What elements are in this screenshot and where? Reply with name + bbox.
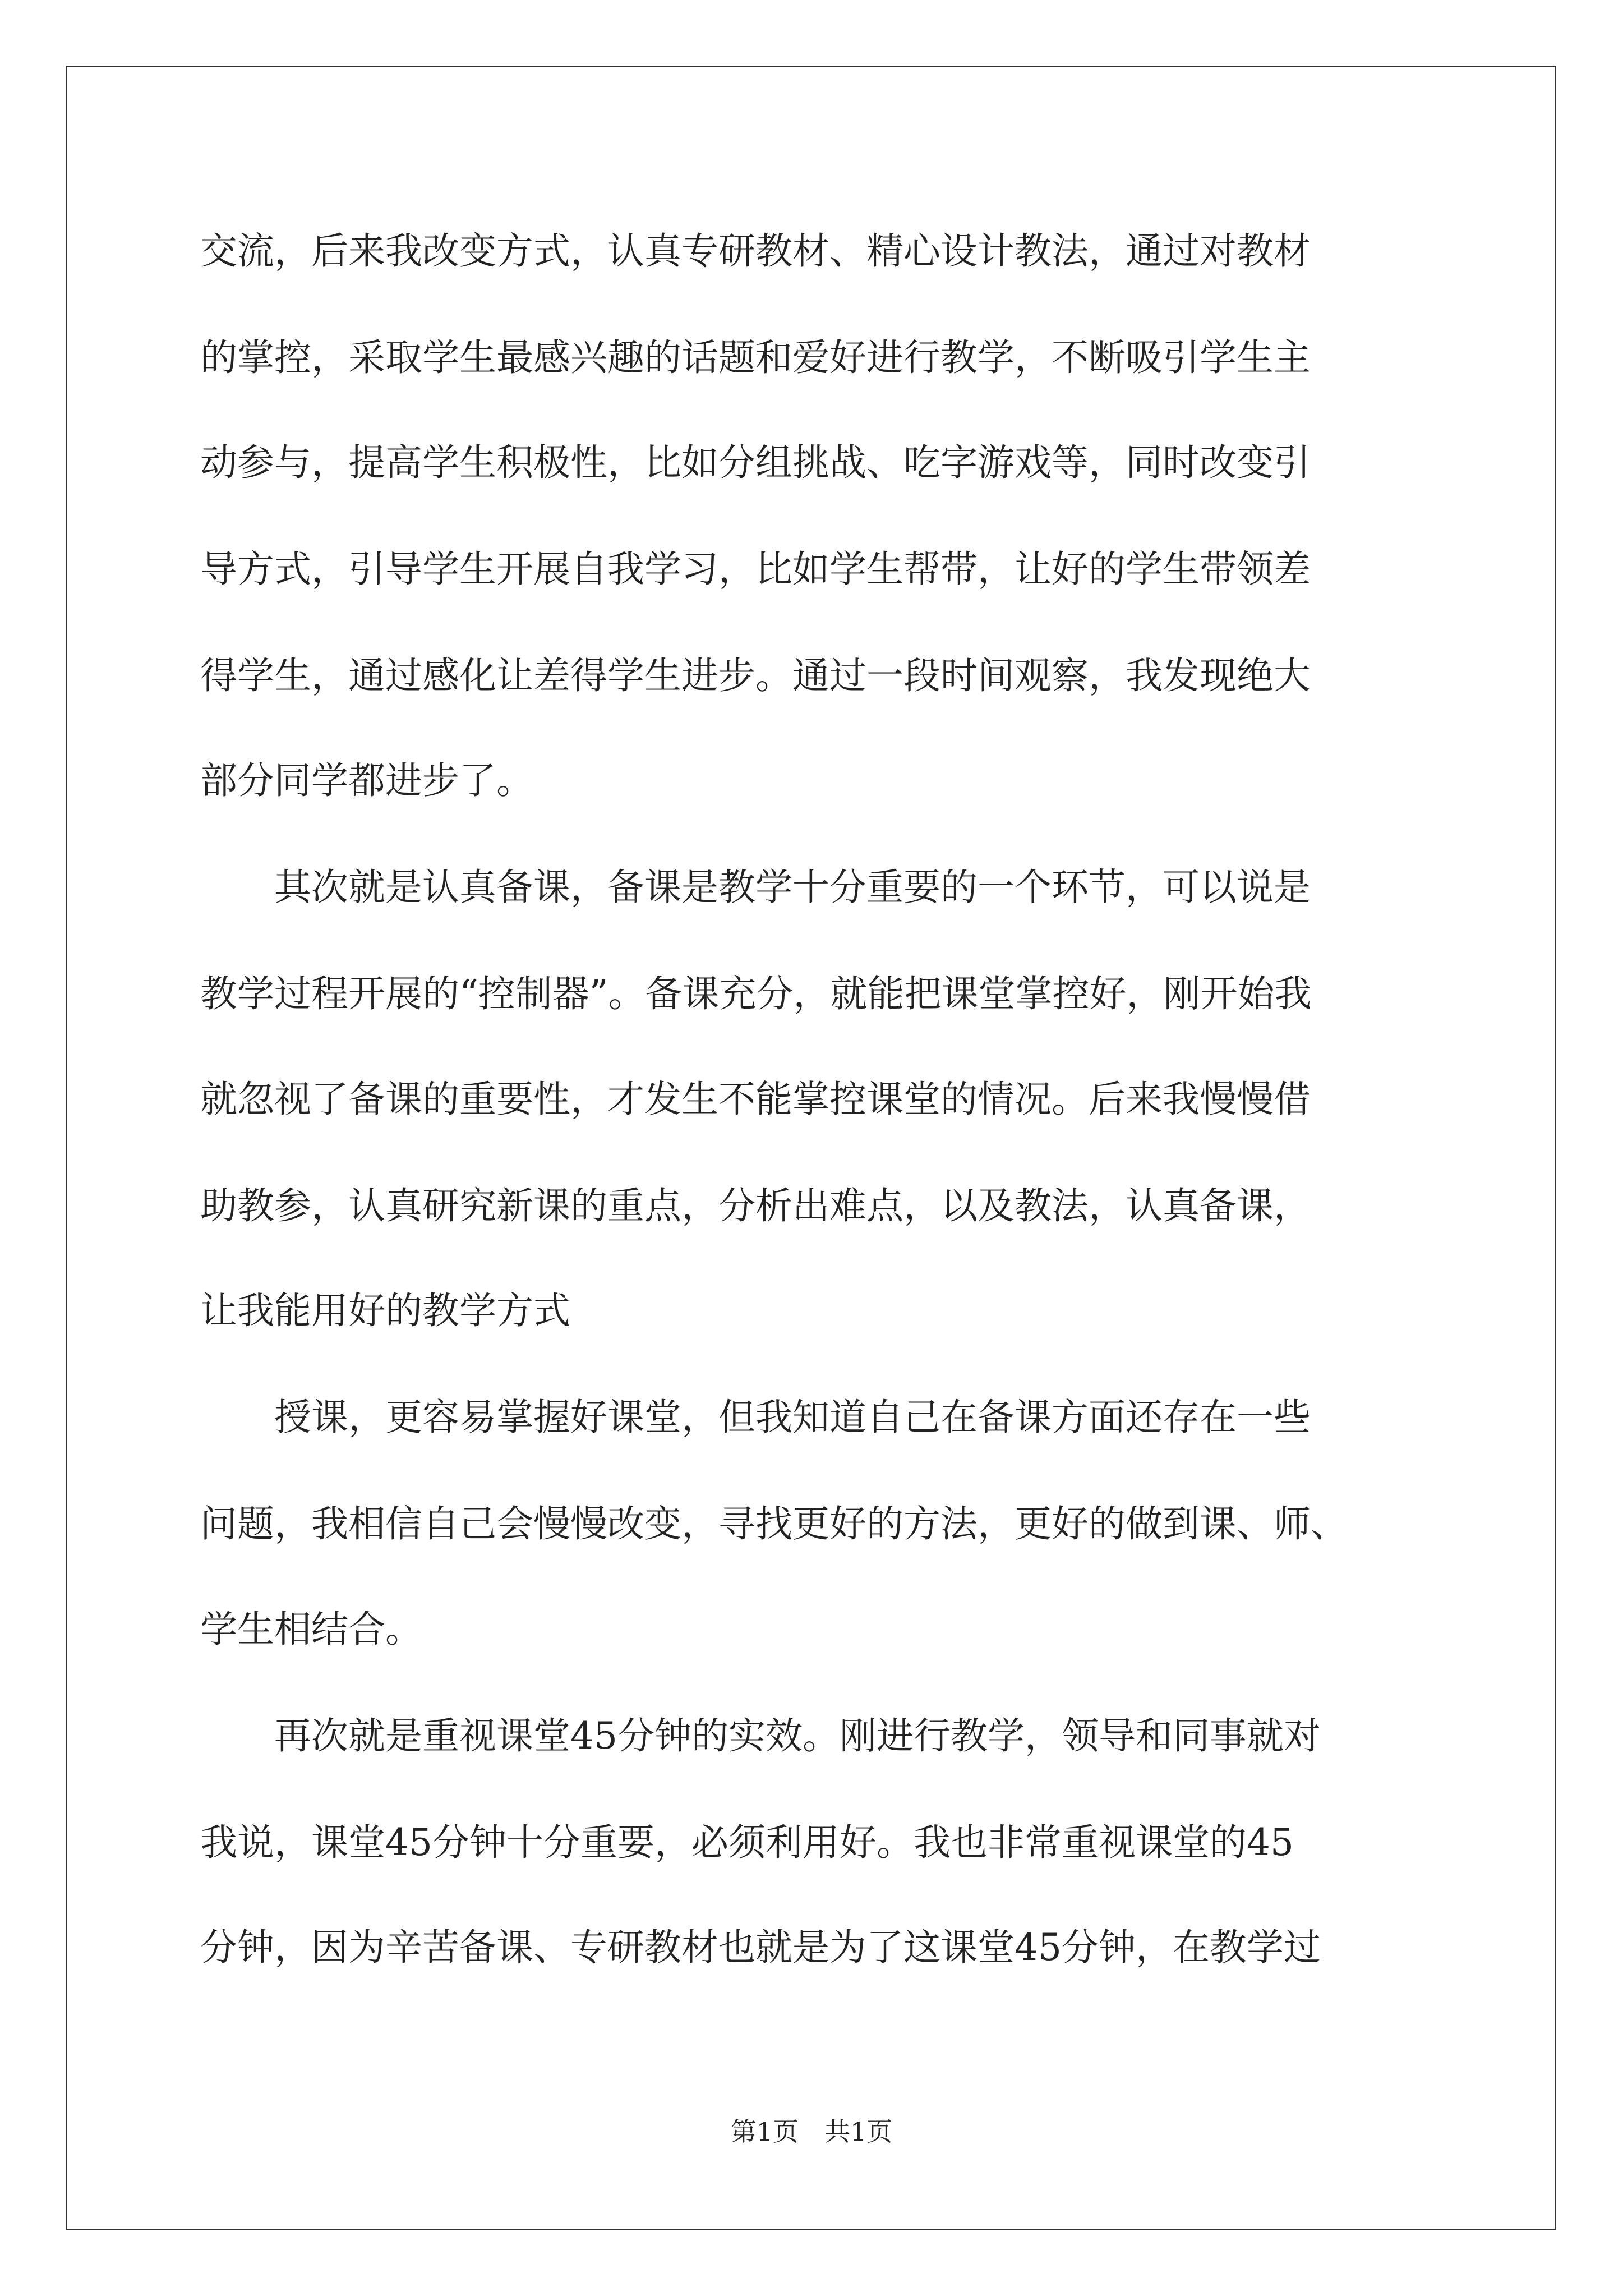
text-line-13: 问题，我相信自己会慢慢改变，寻找更好的方法，更好的做到课、师、	[200, 1502, 1348, 1545]
text-line-2: 的掌控，采取学生最感兴趣的话题和爱好进行教学，不断吸引学生主	[200, 336, 1311, 379]
text-line-12: 授课，更容易掌握好课堂，但我知道自己在备课方面还存在一些	[200, 1396, 1311, 1439]
text-line-11: 让我能用好的教学方式	[200, 1289, 570, 1332]
text-line-5: 得学生，通过感化让差得学生进步。通过一段时间观察，我发现绝大	[200, 654, 1311, 697]
text-line-16: 我说，课堂45分钟十分重要，必须利用好。我也非常重视课堂的45	[200, 1821, 1294, 1864]
text-line-1: 交流，后来我改变方式，认真专研教材、精心设计教法，通过对教材	[200, 229, 1311, 273]
text-line-7: 其次就是认真备课，备课是教学十分重要的一个环节，可以说是	[200, 866, 1311, 909]
text-line-10: 助教参，认真研究新课的重点，分析出难点，以及教法，认真备课，	[200, 1184, 1311, 1227]
text-line-14: 学生相结合。	[200, 1608, 422, 1651]
text-line-17: 分钟，因为辛苦备课、专研教材也就是为了这课堂45分钟，在教学过	[200, 1926, 1321, 1969]
text-line-8: 教学过程开展的“控制器”。备课充分，就能把课堂掌控好，刚开始我	[200, 972, 1312, 1015]
text-line-15: 再次就是重视课堂45分钟的实效。刚进行教学，领导和同事就对	[200, 1714, 1321, 1757]
page-border	[66, 66, 1556, 2230]
text-line-6: 部分同学都进步了。	[200, 759, 533, 802]
text-line-4: 导方式，引导学生开展自我学习，比如学生帮带，让好的学生带领差	[200, 547, 1311, 591]
page-footer: 第1页 共1页	[730, 2116, 893, 2147]
text-line-9: 就忽视了备课的重要性，才发生不能掌控课堂的情况。后来我慢慢借	[200, 1078, 1311, 1121]
text-line-3: 动参与，提高学生积极性，比如分组挑战、吃字游戏等，同时改变引	[200, 441, 1311, 484]
